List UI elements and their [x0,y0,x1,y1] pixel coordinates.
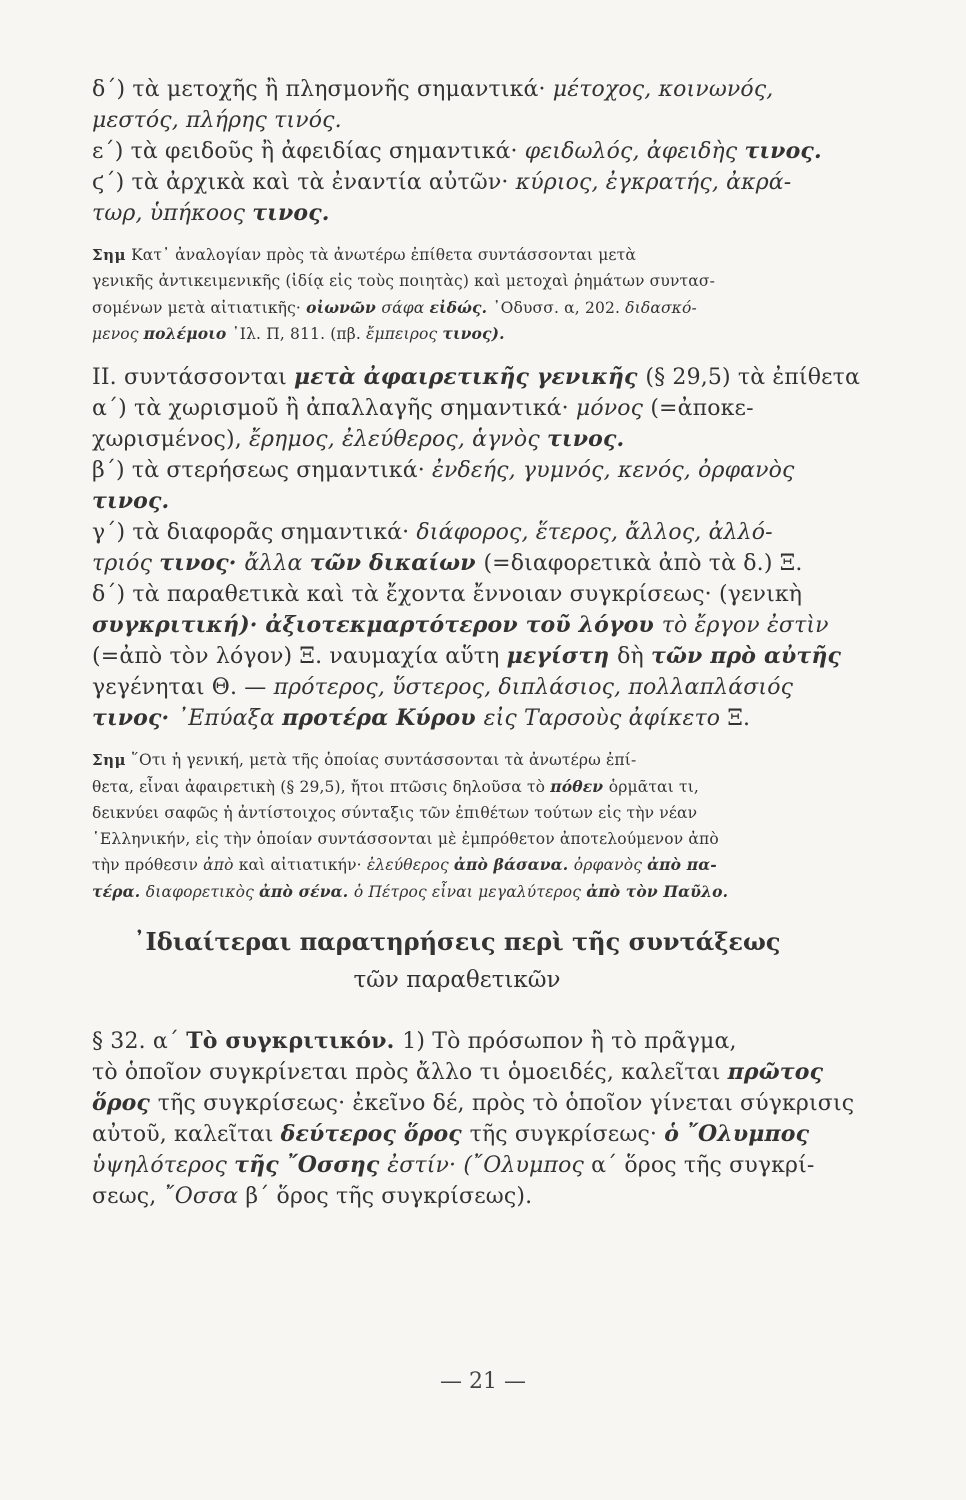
text-run: δεύτερος ὅρος [280,1120,470,1147]
text-run: τὸ ὁποῖον συγκρίνεται πρὸς ἄλλο τι ὁμοειδές, καλεῖται [92,1059,728,1085]
text-run: ἀπὸ τὸν Παῦλο. [586,882,729,902]
text-run: ὀρφανὸς [573,856,648,875]
text-run: (=ἀπὸ τὸν λόγον) Ξ. ναυμαχία αὕτη [92,644,507,670]
text-line [92,393,822,424]
text-run: τινος. [252,200,330,226]
text-line [92,579,822,610]
text-run: τινος· [92,705,178,732]
text-run: τῆς ῎Οσσης [234,1151,388,1178]
text-run: α΄) τὰ χωρισμοῦ ἢ ἀπαλλαγῆς σημαντικά· [92,396,576,422]
text-run: διάφορος, ἕτερος, ἄλλος, ἀλλό- [416,520,773,546]
text-run: ἐνδεής, γυμνός, κενός, ὀρφανὸς [432,458,795,484]
text-run: τινος. [92,488,170,515]
text-run: τινος. [744,138,822,164]
text-run: μεστός, πλήρης τινός. [92,108,342,133]
text-run: ὅρος [92,1089,158,1116]
text-run: χωρισμένος), [92,427,250,453]
text-run: ἀπὸ σένα. [258,882,354,902]
text-line [92,455,822,486]
text-run: σάφα [381,298,430,317]
text-line [92,703,822,734]
text-run: γενικῆς ἀντικειμενικῆς (ἰδίᾳ εἰς τοὺς ποιητὰς) καὶ μετοχαὶ ῥημάτων συντασ- [92,271,715,290]
text-run: Τὸ συγκριτικόν. [186,1027,403,1054]
text-run: γεγένηται Θ. — [92,675,274,701]
text-line [92,852,822,879]
text-run: ἐστίν· [387,1152,464,1178]
section-b [92,362,860,734]
text-line [92,424,822,455]
text-run: ὁ Πέτρος εἶναι μεγαλύτερος [353,883,587,902]
text-run: ᾽Επύαξα [177,706,283,732]
section-a [92,74,822,229]
page-number: — 21 — [440,1369,526,1394]
text-run: πρότερος, ὕστερος, διπλάσιος, πολλαπλάσιός [273,675,794,701]
text-run: τωρ, ὑπήκοος [92,201,253,226]
text-run: φειδωλός, ἀφειδὴς [524,139,745,164]
text-run: μενος [92,325,144,344]
text-run: ἀπὸ [203,856,239,875]
text-run: καὶ αἰτιατικήν· [238,856,367,875]
text-line [92,74,822,105]
text-run: σομένων μετὰ αἰτιατικῆς· [92,298,307,317]
text-run: γ΄) τὰ διαφορᾶς σημαντικά· [92,520,417,546]
text-line [92,167,822,198]
text-run: διαφορετικὸς [145,883,259,902]
text-run: πόθεν [550,776,609,796]
text-run: (=διαφορετικὰ ἀπὸ τὰ δ.) Ξ. [483,551,803,577]
text-line [92,105,822,136]
text-run: ἀξιοτεκμαρτότερον τοῦ λόγου [265,612,662,639]
text-run: 1) Τὸ πρόσωπον ἢ τὸ πρᾶγμα, [402,1028,737,1054]
text-run: § 32. α΄ [92,1028,187,1054]
text-run: σεως, [92,1183,164,1209]
text-run: εἰς Ταρσοὺς ἀφίκετο [483,706,728,732]
text-line [92,1181,822,1212]
text-line [92,827,822,853]
text-run: ἔμπειρος [366,325,443,344]
text-run: τὴν πρόθεσιν [92,856,204,875]
text-run: ἀπὸ πα- [647,855,717,875]
text-run: τινος· [159,550,245,577]
text-run: ϛ΄) τὰ ἀρχικὰ καὶ τὰ ἐναντία αὐτῶν· [92,170,516,195]
text-line [92,672,822,703]
text-run: ῾Ελληνικήν, εἰς τὴν ὁποίαν συντάσσονται μὲ ἐμπρόθετον ἀποτελούμενον ἀπὸ [92,829,719,848]
text-line [92,362,860,393]
text-run: τριός [92,551,160,577]
text-run: τῶν πρὸ αὐτῆς [651,643,842,670]
text-line [92,517,822,548]
text-line [92,774,822,801]
text-line [92,295,822,322]
section-heading-line2: τῶν παραθετικῶν [353,966,561,993]
section-c [92,1026,855,1212]
text-run: (=ἀποκε- [650,396,754,422]
text-line [92,801,822,827]
text-run: τὸ ἔργον ἐστὶν [661,613,829,639]
text-line [92,136,822,167]
text-run: κύριος, ἐγκρατής, ἀκρά- [515,170,792,195]
text-run: πολέμοιο [143,324,232,344]
text-run: ἔρημος, ἐλεύθερος, ἁγνὸς [249,427,547,453]
text-run: Σημ [92,751,126,770]
text-run: ῞Οτι ἡ γενική, μετὰ τῆς ὁποίας συντάσσονται τὰ ἀνωτέρω ἐπί- [126,751,637,770]
text-line [92,548,822,579]
text-run: ΙΙ. συντάσσονται [92,365,295,391]
text-run: τινος. [546,426,625,453]
text-run: β΄) τὰ στερήσεως σημαντικά· [92,458,433,484]
text-run: α΄ ὅρος τῆς συγκρί- [591,1152,815,1178]
text-line [92,879,822,906]
text-run: τέρα. [92,882,146,902]
text-run: προτέρα Κύρου [282,705,484,732]
text-run: ὁρμᾶται τι, [608,777,699,796]
text-run: διδασκό- [625,298,697,317]
text-run: (῎Ολυμπος [463,1152,592,1178]
text-run: ὑψηλότερος [92,1152,235,1178]
text-run: (§ 29,5) τὰ ἐπίθετα [645,365,860,391]
text-run: μεγίστη [506,643,618,670]
text-run: Σημ [92,246,126,264]
text-line [92,1026,822,1057]
text-run: ῎Οσσα [163,1183,246,1209]
text-run: μέτοχος, κοινωνός, [552,77,774,102]
page-body [92,74,860,1212]
text-run: τῶν δικαίων [309,550,484,577]
text-run: τῆς συγκρίσεως· ἐκεῖνο δέ, πρὸς τὸ ὁποῖον γίνεται σύγκρισις [157,1090,855,1116]
text-run: ᾽Οδυσσ. α, 202. [492,298,626,317]
text-line [92,1057,822,1088]
text-run: μετὰ ἀφαιρετικῆς γενικῆς [294,364,646,391]
text-line [92,486,822,517]
text-run: αὐτοῦ, καλεῖται [92,1121,281,1147]
section-heading: ᾽Ιδιαίτεραι παρατηρήσεις περὶ τῆς συντάξεως [133,926,781,956]
text-run: ε΄) τὰ φειδοῦς ἢ ἀφειδίας σημαντικά· [92,139,525,164]
text-line [92,198,822,229]
note-1 [92,243,822,348]
text-run: Κατ᾽ ἀναλογίαν πρὸς τὰ ἀνωτέρω ἐπίθετα συντάσσονται μετὰ [126,246,636,264]
text-run: οἰωνῶν [306,297,382,317]
text-run: μόνος [575,396,651,422]
text-line [92,1150,822,1181]
text-line [92,641,842,672]
text-line [92,243,822,269]
text-line [92,748,822,774]
text-run: β΄ ὅρος τῆς συγκρίσεως). [245,1183,533,1209]
text-line [92,1119,822,1150]
text-line [92,269,822,295]
text-run: ἐλεύθερος [366,856,454,875]
text-run: ὁ ῎Ολυμπος [664,1120,810,1147]
text-run: Ξ. [727,706,751,732]
text-run: πρῶτος [727,1058,824,1085]
text-run: ᾽Ιλ. Π, 811. (πβ. [231,325,367,344]
note-2 [92,748,822,906]
text-run: δεικνύει σαφῶς ἡ ἀντίστοιχος σύνταξις τῶν ἐπιθέτων τούτων εἰς τὴν νέαν [92,803,698,822]
text-run: ἄλλα [244,551,310,577]
text-line [92,1088,855,1119]
text-run: ἀπὸ βάσανα. [453,855,574,875]
text-run: συγκριτική)· [92,612,266,639]
text-run: τινος). [442,324,505,344]
text-run: τῆς συγκρίσεως· [469,1121,665,1147]
text-line [92,610,829,641]
text-run: δὴ [617,644,651,670]
text-line [92,321,822,348]
text-run: δ΄) τὰ μετοχῆς ἢ πλησμονῆς σημαντικά· [92,77,553,102]
text-run: θετα, εἶναι ἀφαιρετικὴ (§ 29,5), ἤτοι πτῶσις δηλοῦσα τὸ [92,777,551,796]
text-run: εἰδώς. [429,297,493,317]
text-run: δ΄) τὰ παραθετικὰ καὶ τὰ ἔχοντα ἔννοιαν συγκρίσεως· (γενικὴ [92,582,803,608]
